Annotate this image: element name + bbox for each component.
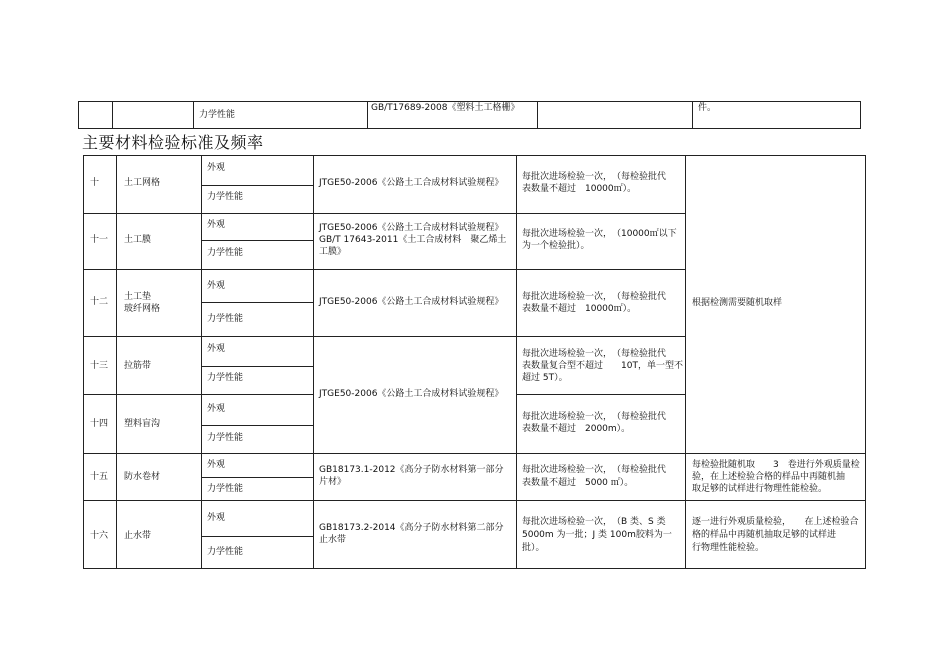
item-appearance: 外观 [207, 281, 226, 291]
material-name: 拉筋带 [124, 361, 152, 371]
item-appearance: 外观 [207, 163, 226, 173]
row-number: 十三 [90, 361, 109, 371]
item-mechanical: 力学性能 [207, 248, 244, 258]
material-name-line: 土工垫 [124, 292, 152, 302]
sampling-line: 取足够的试样进行物理性能检验。 [692, 484, 828, 494]
material-name: 土工网格 [124, 178, 161, 188]
standard-line: JTGE50-2006《公路土工合成材料试验规程》 [319, 223, 504, 233]
frequency-line: 表数量不超过 10000㎡）。 [522, 304, 637, 314]
frequency-line: 为一个检验批）。 [522, 241, 590, 251]
standard-line: 片材》 [319, 477, 347, 487]
frequency-line: 每批次进场检验一次， （每检验批代 [522, 292, 667, 302]
standard-line: 止水带 [319, 535, 347, 545]
standard: JTGE50-2006《公路土工合成材料试验规程》 [319, 297, 504, 307]
frequency-line: 表数量不超过 2000m）。 [522, 424, 631, 434]
sampling-line: 格的样品中再随机抽取足够的试样进 [692, 530, 837, 540]
row-number: 十二 [90, 297, 109, 307]
item-appearance: 外观 [207, 460, 226, 470]
material-name-line: 玻纤网格 [124, 304, 161, 314]
sampling-line: 验，在上述检验合格的样品中再随机抽 [692, 472, 846, 482]
row-number: 十六 [90, 531, 109, 541]
top-row-sampling: 件。 [698, 103, 717, 113]
frequency-line: 每批次进场检验一次， （每检验批代 [522, 412, 667, 422]
merged-sampling: 根据检测需要随机取样 [692, 298, 783, 308]
frequency-line: 表数量不超过 5000 ㎡）。 [522, 478, 634, 488]
top-row-item: 力学性能 [199, 110, 236, 120]
frequency-line: 每批次进场检验一次， （10000㎡以下 [522, 229, 677, 239]
row-number: 十五 [90, 472, 109, 482]
item-appearance: 外观 [207, 344, 226, 354]
row-number: 十 [90, 178, 100, 188]
sampling-line: 逐一进行外观质量检验， 在上述检验合 [692, 517, 859, 527]
frequency-line: 5000m 为一批；J 类 100m胶料为一 [522, 530, 672, 540]
frequency-line: 每批次进场检验一次， （每检验批代 [522, 465, 667, 475]
item-mechanical: 力学性能 [207, 192, 244, 202]
merged-standard: JTGE50-2006《公路土工合成材料试验规程》 [319, 389, 504, 399]
row-number: 十一 [90, 235, 109, 245]
row-number: 十四 [90, 419, 109, 429]
top-row-standard: GB/T17689-2008《塑料土工格栅》 [371, 103, 520, 113]
item-mechanical: 力学性能 [207, 547, 244, 557]
material-name: 土工膜 [124, 235, 152, 245]
item-mechanical: 力学性能 [207, 484, 244, 494]
standard-line: GB18173.1-2012《高分子防水材料第一部分 [319, 465, 504, 475]
frequency-line: 每批次进场检验一次， （每检验批代 [522, 349, 667, 359]
item-appearance: 外观 [207, 220, 226, 230]
frequency-line: 每批次进场检验一次， （每检验批代 [522, 172, 667, 182]
item-mechanical: 力学性能 [207, 373, 244, 383]
section-title: 主要材料检验标准及频率 [82, 133, 264, 152]
frequency-line: 表数量复合型不超过 10T，单一型不 [522, 361, 683, 371]
item-mechanical: 力学性能 [207, 314, 244, 324]
frequency-line: 超过 5T）。 [522, 373, 568, 383]
item-mechanical: 力学性能 [207, 433, 244, 443]
material-name: 塑料盲沟 [124, 419, 161, 429]
sampling-line: 行物理性能检验。 [692, 543, 765, 553]
material-name: 止水带 [124, 531, 152, 541]
standard-line: GB/T 17643-2011《土工合成材料 聚乙烯土 [319, 235, 507, 245]
frequency-line: 表数量不超过 10000㎡）。 [522, 184, 637, 194]
frequency-line: 批）。 [522, 543, 545, 553]
item-appearance: 外观 [207, 513, 226, 523]
sampling-line: 每检验批随机取 3 卷进行外观质量检 [692, 460, 860, 470]
frequency-line: 每批次进场检验一次， （B 类、S 类 [522, 517, 666, 527]
standard-line: 工膜》 [319, 247, 347, 257]
standard-line: GB18173.2-2014《高分子防水材料第二部分 [319, 523, 504, 533]
material-name: 防水卷材 [124, 472, 161, 482]
item-appearance: 外观 [207, 404, 226, 414]
standard: JTGE50-2006《公路土工合成材料试验规程》 [319, 178, 504, 188]
